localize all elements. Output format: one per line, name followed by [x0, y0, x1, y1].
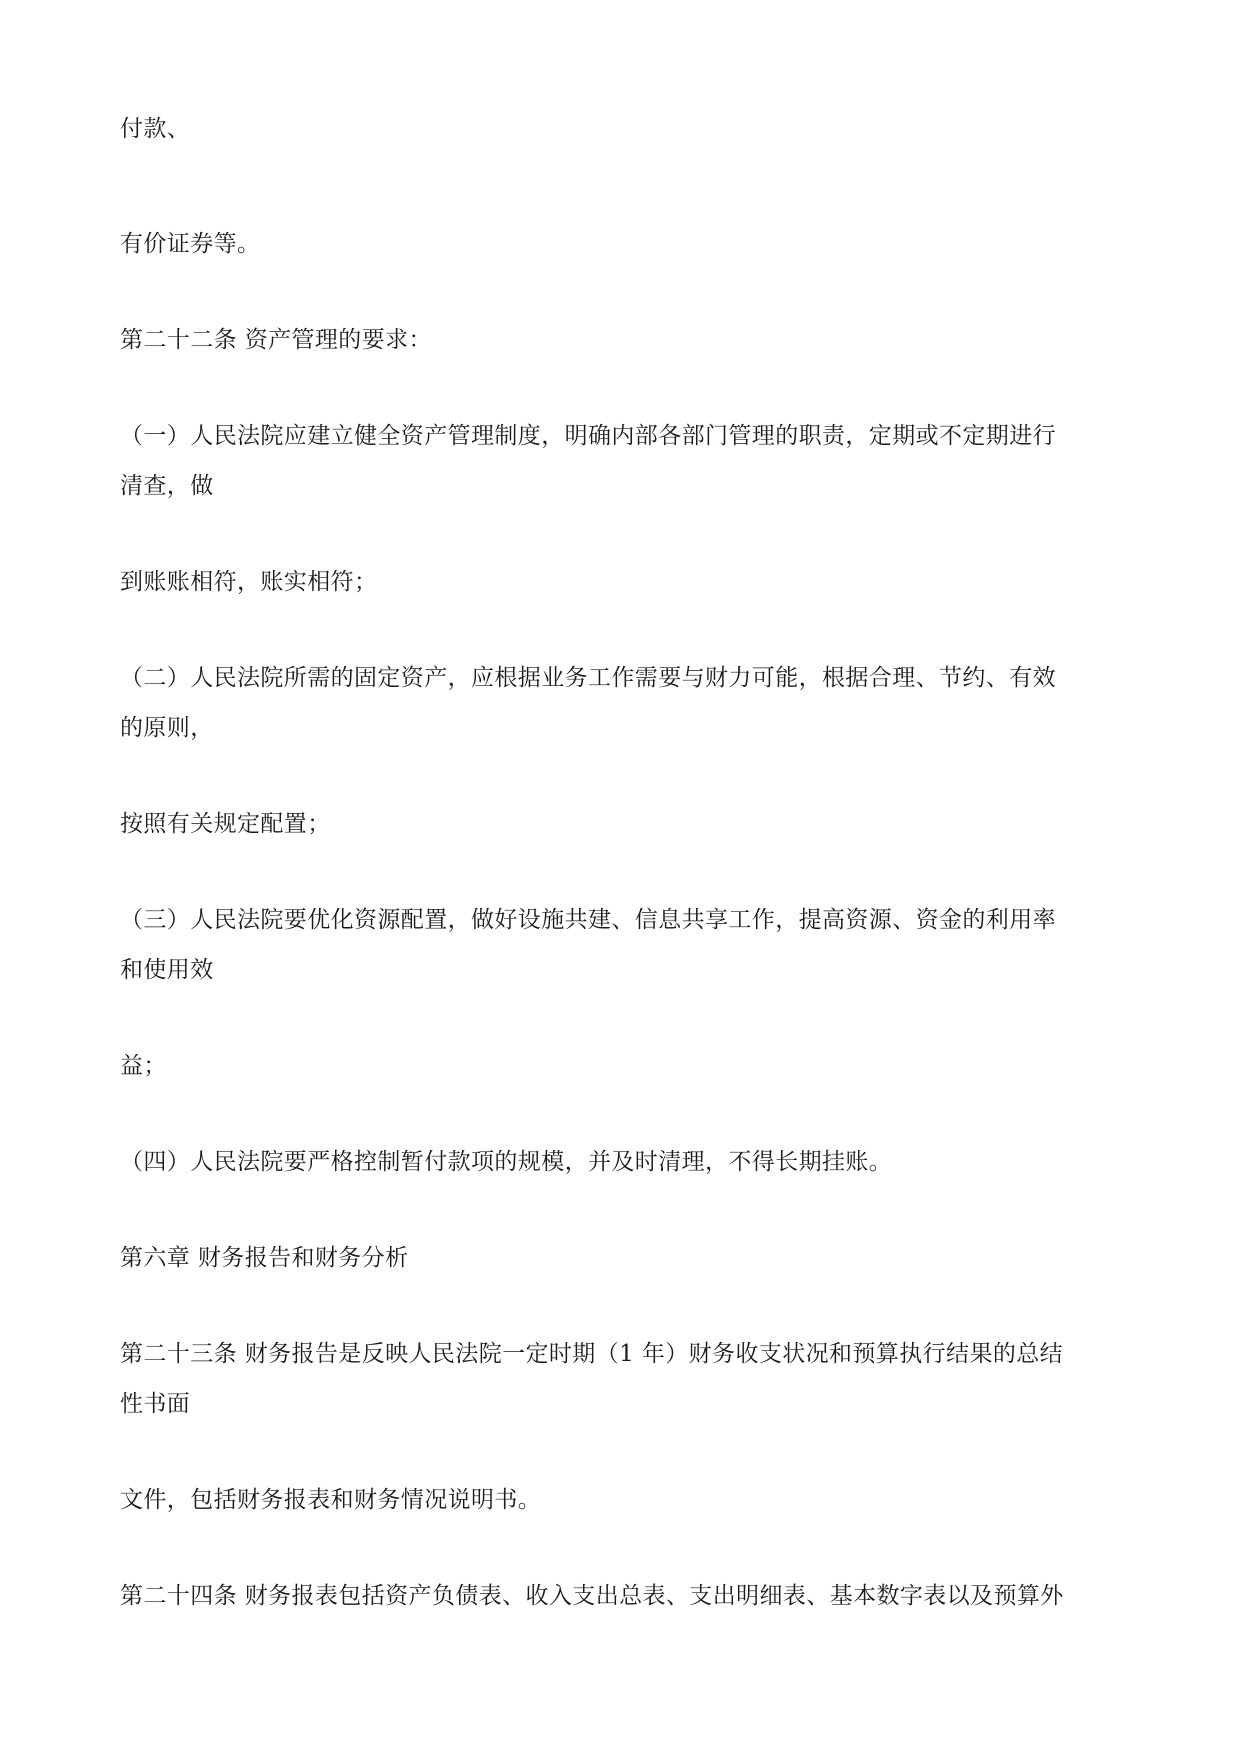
text-line: 和使用效: [120, 957, 214, 983]
text-line: 清查，做: [120, 473, 214, 499]
chapter-heading: 第六章 财务报告和财务分析: [120, 1245, 409, 1271]
text-line: 按照有关规定配置；: [120, 811, 331, 837]
text-line: 到账账相符，账实相符；: [120, 569, 378, 595]
text-line: 性书面: [120, 1391, 191, 1417]
text-line: 有价证券等。: [120, 231, 261, 257]
article-heading: 第二十四条 财务报表包括资产负债表、收入支出总表、支出明细表、基本数字表以及预算外: [120, 1583, 1064, 1609]
text-line: 益；: [120, 1053, 167, 1079]
text-line: 的原则，: [120, 715, 214, 741]
text-line: 文件，包括财务报表和财务情况说明书。: [120, 1487, 542, 1513]
text-line: （三）人民法院要优化资源配置，做好设施共建、信息共享工作，提高资源、资金的利用率: [120, 907, 1056, 933]
article-heading: 第二十二条 资产管理的要求：: [120, 327, 432, 353]
text-line: （四）人民法院要严格控制暂付款项的规模，并及时清理，不得长期挂账。: [120, 1149, 893, 1175]
text-line: （一）人民法院应建立健全资产管理制度，明确内部各部门管理的职责，定期或不定期进行: [120, 423, 1056, 449]
article-heading: 第二十三条 财务报告是反映人民法院一定时期（1 年）财务收支状况和预算执行结果的总结: [120, 1341, 1064, 1367]
text-line: 付款、: [120, 116, 191, 142]
text-line: （二）人民法院所需的固定资产，应根据业务工作需要与财力可能，根据合理、节约、有效: [120, 665, 1056, 691]
